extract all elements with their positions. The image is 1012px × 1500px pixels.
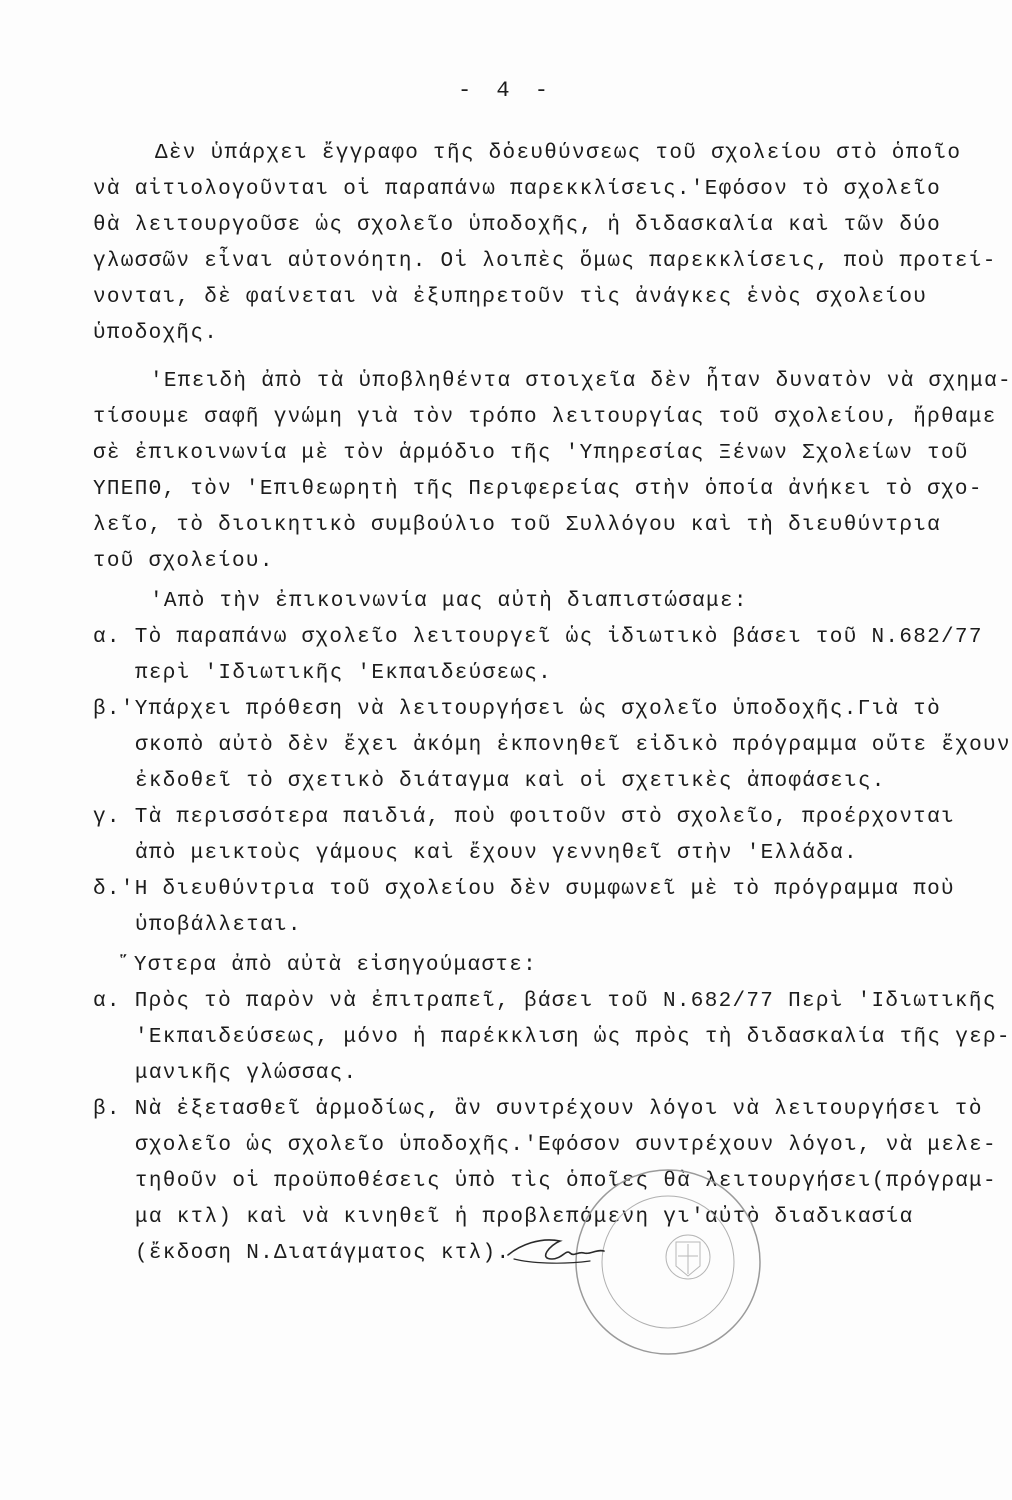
text-line: σκοπὸ αὐτὸ δὲν ἔχει ἀκόμη ἐκπονηθεῖ εἰδικὸ πρόγραμμα οὔτε ἔχουν bbox=[135, 734, 1011, 757]
text-line: γ. Τὰ περισσότερα παιδιά, ποὺ φοιτοῦν στὸ σχολεῖο, προέρχονται bbox=[93, 806, 955, 829]
text-line: 'Εκπαιδεύσεως, μόνο ἡ παρέκκλιση ὡς πρὸς τὴ διδασκαλία τῆς γερ- bbox=[135, 1026, 1011, 1049]
text-line: τίσουμε σαφῆ γνώμη γιὰ τὸν τρόπο λειτουργίας τοῦ σχολείου, ἤρθαμε bbox=[93, 406, 997, 429]
text-line: ὑποβάλλεται. bbox=[135, 914, 302, 937]
text-line: λεῖο, τὸ διοικητικὸ συμβούλιο τοῦ Συλλόγου καὶ τὴ διευθύντρια bbox=[93, 514, 942, 537]
text-line: μανικῆς γλώσσας. bbox=[135, 1062, 358, 1085]
text-line: α. Πρὸς τὸ παρὸν νὰ ἐπιτραπεῖ, βάσει τοῦ Ν.682/77 Περὶ 'Ιδιωτικῆς bbox=[93, 990, 997, 1013]
page-number: - 4 - bbox=[457, 78, 554, 103]
text-line: 'Απὸ τὴν ἐπικοινωνία μας αὐτὴ διαπιστώσαμε: bbox=[150, 590, 748, 613]
text-line: ΥΠΕΠΘ, τὸν 'Επιθεωρητὴ τῆς Περιφερείας στὴν ὁποία ἀνήκει τὸ σχο- bbox=[93, 478, 983, 501]
text-line: ὑποδοχῆς. bbox=[93, 322, 219, 345]
text-line: περὶ 'Ιδιωτικῆς 'Εκπαιδεύσεως. bbox=[135, 662, 553, 685]
text-line: ῞Υστερα ἀπὸ αὐτὰ εἰσηγούμαστε: bbox=[120, 954, 538, 977]
text-line: σὲ ἐπικοινωνία μὲ τὸν ἁρμόδιο τῆς 'Υπηρεσίας Ξένων Σχολείων τοῦ bbox=[93, 442, 969, 465]
text-line: μα κτλ) καὶ νὰ κινηθεῖ ἡ προβλεπόμενη γι'αὐτὸ διαδικασία bbox=[135, 1206, 914, 1229]
handwritten-signature bbox=[500, 1215, 610, 1275]
text-line: (ἔκδοση Ν.Διατάγματος κτλ). bbox=[135, 1242, 511, 1265]
text-line: θὰ λειτουργοῦσε ὡς σχολεῖο ὑποδοχῆς, ἡ διδασκαλία καὶ τῶν δύο bbox=[93, 214, 942, 237]
text-line: δ.'Η διευθύντρια τοῦ σχολείου δὲν συμφωνεῖ μὲ τὸ πρόγραμμα ποὺ bbox=[93, 878, 955, 901]
text-line: νονται, δὲ φαίνεται νὰ ἐξυπηρετοῦν τὶς ἀνάγκες ἑνὸς σχολείου bbox=[93, 286, 928, 309]
text-line: γλωσσῶν εἶναι αὐτονόητη. Οἱ λοιπὲς ὅμως παρεκκλίσεις, ποὺ προτεί- bbox=[93, 250, 997, 273]
text-line: β. Νὰ ἐξετασθεῖ ἁρμοδίως, ἂν συντρέχουν λόγοι νὰ λειτουργήσει τὸ bbox=[93, 1098, 983, 1121]
text-line: α. Τὸ παραπάνω σχολεῖο λειτουργεῖ ὡς ἰδιωτικὸ βάσει τοῦ Ν.682/77 bbox=[93, 626, 983, 649]
text-line: τηθοῦν οἱ προϋποθέσεις ὑπὸ τὶς ὁποῖες θὰ λειτουργήσει(πρόγραμ- bbox=[135, 1170, 997, 1193]
text-line: 'Επειδὴ ἀπὸ τὰ ὑποβληθέντα στοιχεῖα δὲν ἦταν δυνατὸν νὰ σχημα- bbox=[150, 370, 1012, 393]
text-line: νὰ αἰτιολογοῦνται οἱ παραπάνω παρεκκλίσεις.'Εφόσον τὸ σχολεῖο bbox=[93, 178, 942, 201]
text-line: ἀπὸ μεικτοὺς γάμους καὶ ἔχουν γεννηθεῖ στὴν 'Ελλάδα. bbox=[135, 842, 858, 865]
text-line: Δὲν ὑπάρχει ἔγγραφο τῆς δὁευθύνσεως τοῦ σχολείου στὸ ὁποῖο bbox=[155, 142, 962, 165]
text-line: ἐκδοθεῖ τὸ σχετικὸ διάταγμα καὶ οἱ σχετικὲς ἀποφάσεις. bbox=[135, 770, 886, 793]
text-line: σχολεῖο ὡς σχολεῖο ὑποδοχῆς.'Εφόσον συντρέχουν λόγοι, νὰ μελε- bbox=[135, 1134, 997, 1157]
text-line: β.'Υπάρχει πρόθεση νὰ λειτουργήσει ὡς σχολεῖο ὑποδοχῆς.Γιὰ τὸ bbox=[93, 698, 942, 721]
text-line: τοῦ σχολείου. bbox=[93, 550, 274, 573]
